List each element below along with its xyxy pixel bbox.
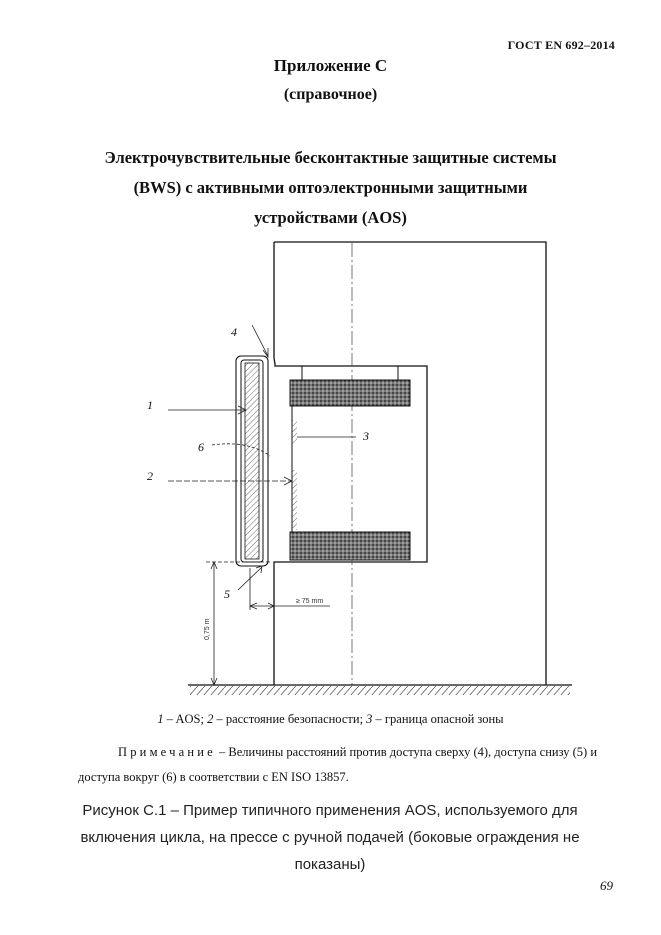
aos-light-curtain — [236, 356, 268, 566]
legend-num-1: 1 — [157, 712, 164, 726]
heading-line-3: устройствами (AOS) — [254, 208, 407, 227]
hazard-zone-boundary — [292, 406, 297, 532]
appendix-subtitle: (справочное) — [283, 86, 378, 103]
appendix-title: Приложение С — [273, 56, 388, 75]
caption-line-3: показаны) — [294, 856, 366, 873]
callout-5: 5 — [224, 587, 230, 601]
callout-2: 2 — [147, 469, 153, 483]
figure-caption — [80, 797, 580, 878]
heading-line-1: Электрочувствительные бесконтактные защитные системы — [104, 148, 557, 167]
caption-line-2: включения цикла, на прессе с ручной подачей (боковые ограждения не — [80, 829, 580, 846]
note — [78, 740, 598, 790]
height-dimension-label: 0,75 m — [204, 618, 211, 640]
legend-text-1: – AOS; — [163, 712, 208, 726]
figure-legend — [0, 712, 661, 727]
press-frame — [274, 242, 546, 685]
legend-text-3: – граница опасной зоны — [372, 712, 504, 726]
floor — [188, 685, 572, 695]
height-dimension — [206, 562, 272, 685]
lower-tool — [290, 532, 410, 560]
gap-dimension-label: ≥ 75 mm — [296, 598, 324, 605]
upper-tool — [290, 366, 410, 406]
callout-3: 3 — [363, 429, 369, 443]
legend-text-2: – расстояние безопасности; — [213, 712, 367, 726]
heading-line-2: (BWS) с активными оптоэлектронными защитными — [133, 178, 528, 197]
caption-line-1: Рисунок С.1 – Пример типичного применения AOS, используемого для — [82, 802, 578, 819]
callout-1: 1 — [147, 398, 153, 412]
note-label: Примечание — [118, 745, 216, 759]
page-number: 69 — [600, 878, 613, 893]
note-text: – Величины расстояний против доступа сверху (4), доступа снизу (5) и доступа вокруг (6) в соответствии с EN ISO 13857. — [78, 745, 598, 784]
legend-num-2: 2 — [207, 712, 214, 726]
standard-number: ГОСТ EN 692–2014 — [507, 38, 615, 52]
callout-4: 4 — [231, 325, 237, 339]
callout-6: 6 — [198, 440, 204, 454]
legend-num-3: 3 — [366, 712, 373, 726]
